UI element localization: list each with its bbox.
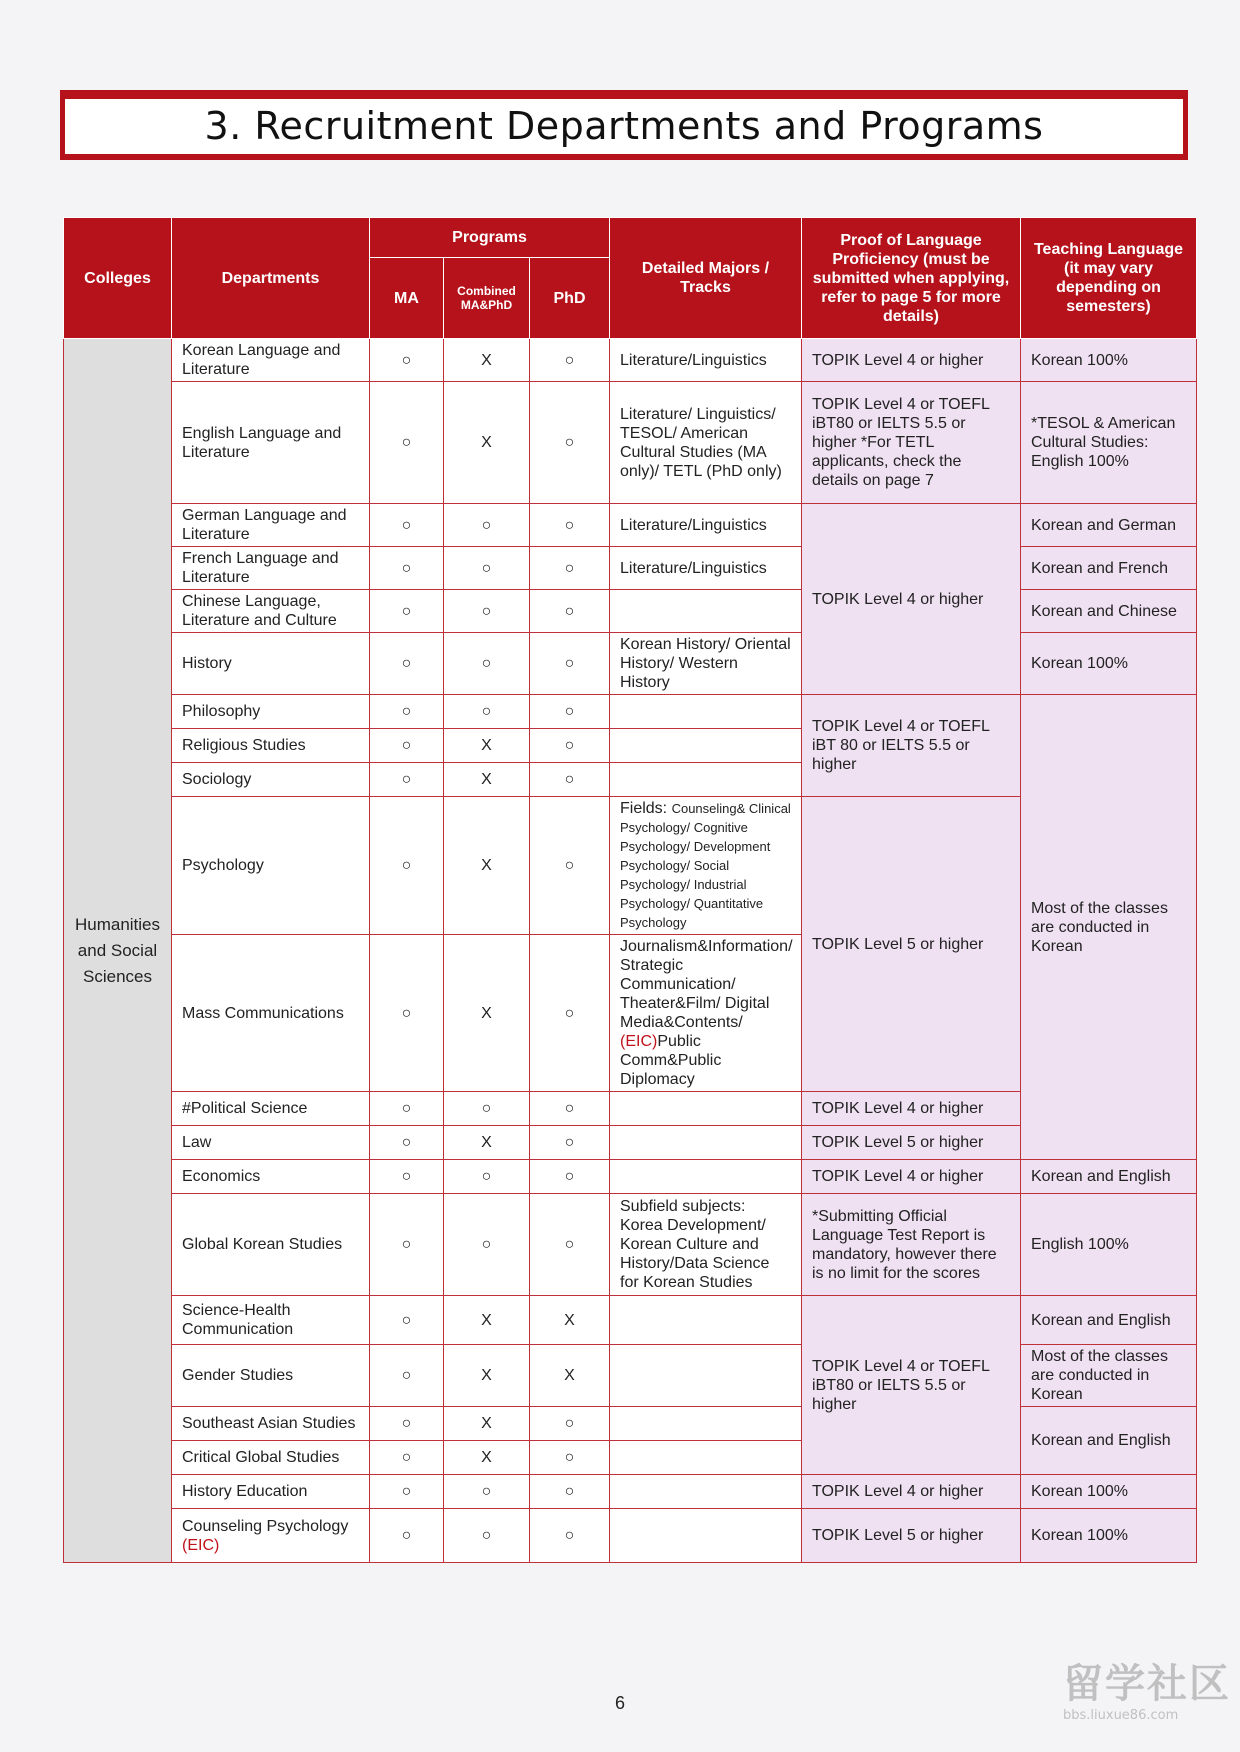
major-cell [610,590,802,633]
teaching-cell: Korean and Chinese [1021,590,1197,633]
ma-mark: ○ [370,1296,444,1345]
major-cell: Literature/Linguistics [610,547,802,590]
ma-mark: ○ [370,590,444,633]
department-cell: English Language and Literature [172,382,370,504]
ma-mark: ○ [370,1092,444,1126]
proof-cell: TOPIK Level 5 or higher [802,1126,1021,1160]
department-cell: Korean Language and Literature [172,339,370,382]
department-cell: Mass Communications [172,935,370,1092]
combined-mark: X [444,763,530,797]
phd-mark: ○ [530,1126,610,1160]
table-row [64,1407,1197,1441]
phd-mark: ○ [530,590,610,633]
teaching-cell: Korean and English [1021,1160,1197,1194]
major-cell [610,729,802,763]
proof-cell: *Submitting Official Language Test Report is mandatory, however there is no limit for the scores [802,1194,1021,1296]
combined-mark: ○ [444,1509,530,1563]
phd-mark: ○ [530,763,610,797]
department-cell: Psychology [172,797,370,935]
major-cell [610,1407,802,1441]
major-cell [610,1345,802,1407]
combined-mark: X [444,935,530,1092]
teaching-cell: Korean 100% [1021,339,1197,382]
teaching-cell: Korean and German [1021,504,1197,547]
phd-mark: ○ [530,339,610,382]
table-row [64,633,1197,695]
combined-mark: X [444,1345,530,1407]
table-row [64,339,1197,382]
table-row [64,1509,1197,1563]
phd-mark: X [530,1296,610,1345]
phd-mark: ○ [530,695,610,729]
phd-mark: ○ [530,1509,610,1563]
proof-cell: TOPIK Level 4 or TOEFL iBT80 or IELTS 5.5 or higher *For TETL applicants, check the details on page 7 [802,382,1021,504]
teaching-cell: Korean and French [1021,547,1197,590]
department-cell: French Language and Literature [172,547,370,590]
combined-mark: ○ [444,633,530,695]
department-cell: History Education [172,1475,370,1509]
ma-mark: ○ [370,1345,444,1407]
ma-mark: ○ [370,504,444,547]
ma-mark: ○ [370,695,444,729]
table-row [64,504,1197,547]
department-cell: Economics [172,1160,370,1194]
header-colleges: Colleges [64,218,172,339]
proof-cell: TOPIK Level 4 or higher [802,1475,1021,1509]
combined-mark: X [444,1441,530,1475]
department-cell [172,1509,370,1563]
table-row [64,1160,1197,1194]
phd-mark: ○ [530,729,610,763]
major-cell [610,1160,802,1194]
header-phd: PhD [530,258,610,339]
table-row [64,382,1197,504]
ma-mark: ○ [370,763,444,797]
header-ma: MA [370,258,444,339]
ma-mark: ○ [370,339,444,382]
phd-mark: ○ [530,1441,610,1475]
department-cell: History [172,633,370,695]
major-cell [610,763,802,797]
table-row [64,547,1197,590]
ma-mark: ○ [370,729,444,763]
phd-mark: ○ [530,633,610,695]
major-cell: Literature/Linguistics [610,339,802,382]
major-text: Counseling& Clinical Psychology/ Cognitive Psychology/ Development Psychology/ Social Psychology/ Industrial Psychology/ Quantitative Psychology [620,801,791,930]
ma-mark: ○ [370,1407,444,1441]
major-label: Subfield subjects: [620,1198,746,1215]
eic-tag: (EIC) [182,1536,220,1554]
header-majors: Detailed Majors / Tracks [610,218,802,339]
proof-cell: TOPIK Level 5 or higher [802,797,1021,1092]
teaching-cell: English 100% [1021,1194,1197,1296]
watermark [1063,1660,1233,1740]
proof-cell: TOPIK Level 4 or higher [802,1160,1021,1194]
page-number: 6 [614,1693,625,1713]
major-cell: Literature/Linguistics [610,504,802,547]
combined-mark: X [444,797,530,935]
college-cell: Humanities and Social Sciences [64,339,172,1563]
proof-cell: TOPIK Level 4 or higher [802,339,1021,382]
combined-mark: X [444,382,530,504]
proof-cell: TOPIK Level 4 or TOEFL iBT 80 or IELTS 5.5 or higher [802,695,1021,797]
ma-mark: ○ [370,935,444,1092]
major-text: Journalism&Information/ Strategic Communication/ Theater&Film/ Digital Media&Contents/ [620,938,793,1031]
department-cell: Philosophy [172,695,370,729]
major-label: Fields: [620,800,668,817]
ma-mark: ○ [370,1126,444,1160]
phd-mark: ○ [530,935,610,1092]
teaching-cell: *TESOL & American Cultural Studies: English 100% [1021,382,1197,504]
table-row [64,695,1197,729]
combined-mark: X [444,1296,530,1345]
combined-mark: ○ [444,1194,530,1296]
proof-cell: TOPIK Level 4 or higher [802,504,1021,695]
header-proof: Proof of Language Proficiency (must be submitted when applying, refer to page 5 for more details) [802,218,1021,339]
phd-mark: ○ [530,797,610,935]
combined-mark: ○ [444,547,530,590]
major-cell: Korean History/ Oriental History/ Western History [610,633,802,695]
major-cell [610,1194,802,1296]
table-row [64,1345,1197,1407]
ma-mark: ○ [370,633,444,695]
title-box [60,90,1188,160]
combined-mark: ○ [444,1160,530,1194]
header-combined: Combined MA&PhD [444,258,530,339]
phd-mark: ○ [530,1160,610,1194]
major-cell [610,1296,802,1345]
teaching-cell: Korean and English [1021,1296,1197,1345]
phd-mark: ○ [530,547,610,590]
phd-mark: X [530,1345,610,1407]
major-cell [610,1092,802,1126]
phd-mark: ○ [530,1092,610,1126]
ma-mark: ○ [370,547,444,590]
major-cell [610,1475,802,1509]
combined-mark: X [444,1407,530,1441]
table-row [64,1475,1197,1509]
watermark-url: bbs.liuxue86.com [1063,1708,1179,1723]
department-cell: Law [172,1126,370,1160]
combined-mark: ○ [444,1092,530,1126]
department-cell: Sociology [172,763,370,797]
ma-mark: ○ [370,1509,444,1563]
major-cell: Literature/ Linguistics/ TESOL/ American Cultural Studies (MA only)/ TETL (PhD only) [610,382,802,504]
department-cell: Southeast Asian Studies [172,1407,370,1441]
department-cell: Chinese Language, Literature and Culture [172,590,370,633]
teaching-cell: Korean 100% [1021,1509,1197,1563]
major-cell [610,1126,802,1160]
header-teaching: Teaching Language (it may vary depending on semesters) [1021,218,1197,339]
page-title: 3. Recruitment Departments and Programs [204,104,1044,148]
combined-mark: ○ [444,1475,530,1509]
combined-mark: ○ [444,695,530,729]
department-cell: Science-Health Communication [172,1296,370,1345]
department-cell: German Language and Literature [172,504,370,547]
eic-tag: (EIC) [620,1033,658,1050]
combined-mark: ○ [444,504,530,547]
major-cell [610,695,802,729]
ma-mark: ○ [370,1441,444,1475]
department-cell: Gender Studies [172,1345,370,1407]
header-programs: Programs [370,218,610,258]
header-departments: Departments [172,218,370,339]
teaching-cell: Korean 100% [1021,1475,1197,1509]
major-tail: Public Comm&Public Diplomacy [620,1033,722,1088]
major-text: Korea Development/ Korean Culture and History/Data Science for Korean Studies [620,1217,770,1291]
phd-mark: ○ [530,504,610,547]
table-row [64,1194,1197,1296]
proof-cell: TOPIK Level 4 or higher [802,1092,1021,1126]
combined-mark: X [444,729,530,763]
ma-mark: ○ [370,1475,444,1509]
programs-table [63,217,1197,1563]
combined-mark: X [444,1126,530,1160]
department-cell: Religious Studies [172,729,370,763]
ma-mark: ○ [370,1160,444,1194]
major-cell [610,935,802,1092]
teaching-cell: Korean and English [1021,1407,1197,1475]
teaching-cell: Korean 100% [1021,633,1197,695]
phd-mark: ○ [530,1475,610,1509]
major-cell [610,1441,802,1475]
major-cell [610,1509,802,1563]
department-text: Counseling Psychology [182,1517,349,1535]
table-row [64,1296,1197,1345]
watermark-logo: 留学社区 [1063,1661,1231,1707]
phd-mark: ○ [530,1407,610,1441]
table-row [64,590,1197,633]
phd-mark: ○ [530,1194,610,1296]
combined-mark: X [444,339,530,382]
teaching-cell: Most of the classes are conducted in Korean [1021,695,1197,1160]
ma-mark: ○ [370,797,444,935]
department-cell: Global Korean Studies [172,1194,370,1296]
major-cell [610,797,802,935]
phd-mark: ○ [530,382,610,504]
ma-mark: ○ [370,1194,444,1296]
proof-cell: TOPIK Level 5 or higher [802,1509,1021,1563]
department-cell: Critical Global Studies [172,1441,370,1475]
teaching-cell: Most of the classes are conducted in Korean [1021,1345,1197,1407]
ma-mark: ○ [370,382,444,504]
proof-cell: TOPIK Level 4 or TOEFL iBT80 or IELTS 5.5 or higher [802,1296,1021,1475]
department-cell: #Political Science [172,1092,370,1126]
combined-mark: ○ [444,590,530,633]
